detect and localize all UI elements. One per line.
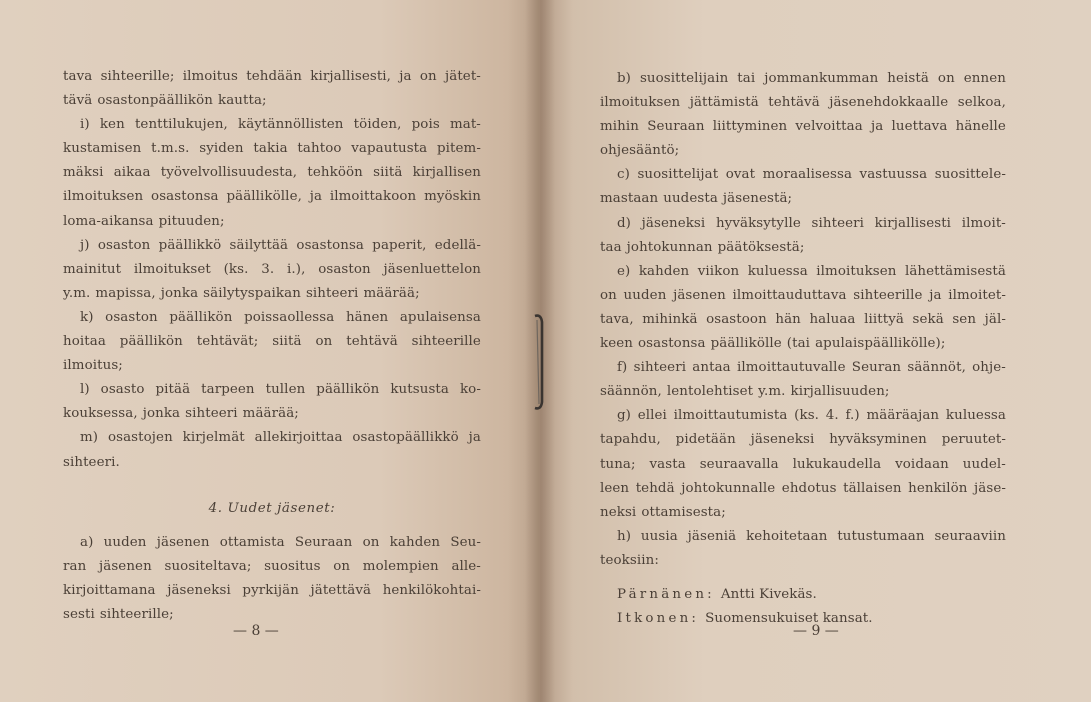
text-line: y.m. mapissa, jonka säilytyspaikan sihteeri määrää; xyxy=(63,285,420,301)
section-heading: 4. Uudet jäsenet: xyxy=(208,500,336,516)
book-author: Itkonen: xyxy=(617,611,700,627)
text-line: kustamisen t.m.s. syiden takia tahtoo vapautusta pitem- xyxy=(63,141,481,157)
left-paragraphs-after-heading xyxy=(63,531,481,627)
text-line: i) ken tenttilukujen, käytännöllisten töiden, pois mat- xyxy=(80,117,481,133)
text-line: a) uuden jäsenen ottamista Seuraan on kahden Seu- xyxy=(80,534,481,550)
text-line: tävä osastonpäällikön kautta; xyxy=(63,93,267,109)
text-line: ilmoituksen osastonsa päällikölle, ja ilmoittakoon myöskin xyxy=(63,189,481,205)
right-paragraphs xyxy=(600,67,1006,573)
text-line: on uuden jäsenen ilmoittauduttava sihteerille ja ilmoitet- xyxy=(600,287,1006,303)
text-line: k) osaston päällikön poissaollessa hänen apulaisensa xyxy=(80,309,481,325)
text-line: ran jäsenen suositeltava; suositus on molempien alle- xyxy=(63,558,481,574)
book-title: Antti Kivekäs. xyxy=(720,586,817,602)
text-line: g) ellei ilmoittautumista (ks. 4. f.) määräajan kuluessa xyxy=(617,408,1006,424)
left-page-text xyxy=(63,65,481,627)
text-line: taa johtokunnan päätöksestä; xyxy=(600,239,805,255)
text-line: mihin Seuraan liittyminen velvoittaa ja luettava hänelle xyxy=(600,119,1006,135)
page-number-right: — 9 — xyxy=(793,623,839,639)
book-author: Pärnänen: xyxy=(617,586,715,602)
text-line: j) osaston päällikkö säilyttää osastonsa paperit, edellä- xyxy=(80,237,481,253)
page-number-left: — 8 — xyxy=(233,623,279,639)
text-line: b) suosittelijain tai jommankumman heistä on ennen xyxy=(617,71,1006,86)
text-line: mastaan uudesta jäsenestä; xyxy=(600,191,793,207)
left-paragraphs xyxy=(63,65,481,475)
text-line: m) osastojen kirjelmät allekirjoittaa osastopäällikkö ja xyxy=(80,430,481,446)
text-line: f) sihteeri antaa ilmoittautuvalle Seuran säännöt, ohje- xyxy=(617,360,1006,376)
text-line: loma-aikansa pituuden; xyxy=(63,213,225,229)
left-page xyxy=(0,0,540,702)
text-line: h) uusia jäseniä kehoitetaan tutustumaan seuraaviin xyxy=(617,528,1006,544)
staple-icon xyxy=(531,312,545,412)
book-title: Suomensukuiset kansat. xyxy=(705,611,873,627)
book-entry xyxy=(600,583,1006,607)
text-line: sihteeri. xyxy=(63,454,120,470)
text-line: keen osastonsa päällikölle (tai apulaispäällikölle); xyxy=(600,336,946,352)
text-line: d) jäseneksi hyväksytylle sihteeri kirjallisesti ilmoit- xyxy=(617,215,1006,231)
right-page xyxy=(540,0,1091,702)
text-line: sesti sihteerille; xyxy=(63,606,174,622)
text-line: c) suosittelijat ovat moraalisessa vastuussa suosittele- xyxy=(617,167,1006,183)
text-line: teoksiin: xyxy=(600,552,659,568)
text-line: l) osasto pitää tarpeen tullen päällikön kutsusta ko- xyxy=(80,382,481,398)
text-line: tava, mihinkä osastoon hän haluaa liittyä sekä sen jäl- xyxy=(600,311,1006,327)
text-line: ilmoituksen jättämistä tehtävä jäsenehdokkaalle selkoa, xyxy=(600,95,1006,111)
text-line: tuna; vasta seuraavalla lukukaudella voidaan uudel- xyxy=(600,456,1006,472)
text-line: säännön, lentolehtiset y.m. kirjallisuuden; xyxy=(600,384,890,400)
text-line: ohjesääntö; xyxy=(600,143,680,159)
text-line: e) kahden viikon kuluessa ilmoituksen lähettämisestä xyxy=(617,263,1006,279)
right-page-text xyxy=(600,67,1006,631)
text-line: kirjoittamana jäseneksi pyrkijän jätettävä henkilökohtai- xyxy=(63,582,481,598)
text-line: neksi ottamisesta; xyxy=(600,504,726,520)
text-line: tava sihteerille; ilmoitus tehdään kirjallisesti, ja on jätet- xyxy=(63,69,481,84)
text-line: hoitaa päällikön tehtävät; siitä on tehtävä sihteerille xyxy=(63,334,481,350)
text-line: kouksessa, jonka sihteeri määrää; xyxy=(63,406,299,422)
text-line: ilmoitus; xyxy=(63,358,123,374)
text-line: mäksi aikaa työvelvollisuudesta, tehköön siitä kirjallisen xyxy=(63,165,481,181)
text-line: mainitut ilmoitukset (ks. 3. i.), osaston jäsenluettelon xyxy=(63,261,481,277)
text-line: tapahdu, pidetään jäseneksi hyväksyminen peruutet- xyxy=(600,432,1006,448)
text-line: leen tehdä johtokunnalle ehdotus tällaisen henkilön jäse- xyxy=(600,480,1006,496)
